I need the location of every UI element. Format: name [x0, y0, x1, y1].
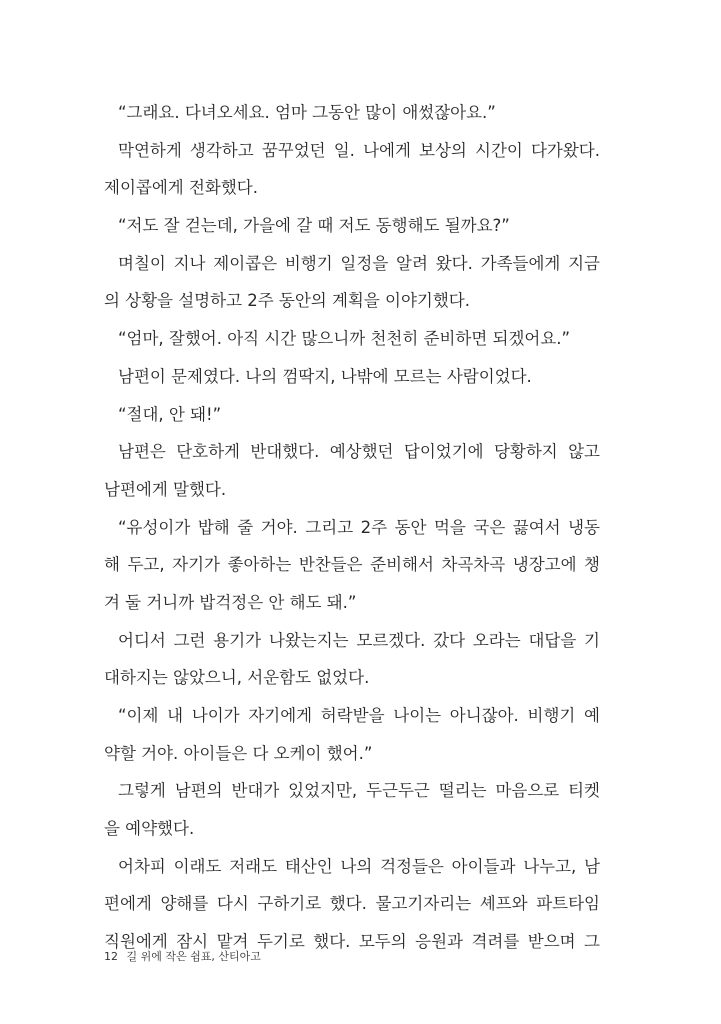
body-text	[104, 94, 600, 961]
text-line: 어차피 이래도 저래도 태산인 나의 걱정들은 아이들과 나누고, 남	[118, 856, 600, 876]
text-line: 을 예약했다.	[104, 819, 195, 839]
text-line: 남편에게 말했다.	[104, 479, 227, 499]
text-line: 약할 거야. 아이들은 다 오케이 했어.”	[104, 743, 373, 763]
text-line: 어디서 그런 용기가 나왔는지는 모르겠다. 갔다 오라는 대답을 기	[118, 630, 600, 650]
text-line: “절대, 안 돼!”	[118, 404, 222, 424]
text-line: “저도 잘 걷는데, 가을에 갈 때 저도 동행해도 될까요?”	[118, 216, 510, 236]
running-title: 길 위에 작은 쉼표, 산티아고	[126, 950, 261, 963]
page-number: 12	[104, 950, 118, 963]
text-line: “엄마, 잘했어. 아직 시간 많으니까 천천히 준비하면 되겠어요.”	[118, 329, 571, 349]
text-line: 의 상황을 설명하고 2주 동안의 계획을 이야기했다.	[104, 291, 470, 311]
text-line: “그래요. 다녀오세요. 엄마 그동안 많이 애썼잖아요.”	[118, 103, 496, 122]
text-line: 남편이 문제였다. 나의 껌딱지, 나밖에 모르는 사람이었다.	[118, 366, 532, 386]
text-line: 막연하게 생각하고 꿈꾸었던 일. 나에게 보상의 시간이 다가왔다.	[118, 140, 600, 160]
text-line: 겨 둘 거니까 밥걱정은 안 해도 돼.”	[104, 592, 357, 612]
text-line: “유성이가 밥해 줄 거야. 그리고 2주 동안 먹을 국은 끓여서 냉동	[118, 517, 600, 537]
text-line: 남편은 단호하게 반대했다. 예상했던 답이었기에 당황하지 않고	[118, 442, 600, 462]
text-line: 며칠이 지나 제이콥은 비행기 일정을 알려 왔다. 가족들에게 지금	[118, 253, 600, 273]
text-line: 해 두고, 자기가 좋아하는 반찬들은 준비해서 차곡차곡 냉장고에 챙	[104, 555, 600, 575]
text-line: 그렇게 남편의 반대가 있었지만, 두근두근 떨리는 마음으로 티켓	[118, 781, 600, 801]
text-line: 대하지는 않았으니, 서운함도 없었다.	[104, 668, 370, 688]
page-footer	[104, 948, 261, 964]
text-line: 직원에게 잠시 맡겨 두기로 했다. 모두의 응원과 격려를 받으며 그	[104, 932, 600, 952]
text-line: 제이콥에게 전화했다.	[104, 178, 258, 198]
text-line: 편에게 양해를 다시 구하기로 했다. 물고기자리는 셰프와 파트타임	[104, 894, 600, 914]
text-line: “이제 내 나이가 자기에게 허락받을 나이는 아니잖아. 비행기 예	[118, 706, 600, 725]
